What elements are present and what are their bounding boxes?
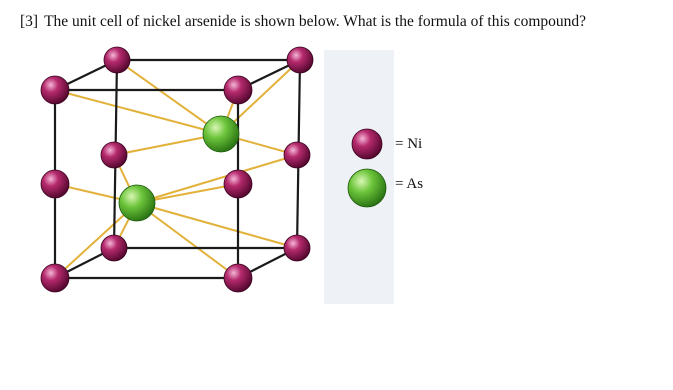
ni-atom [284,235,310,261]
ni-atom [224,264,252,292]
question-body: The unit cell of nickel arsenide is shown below. What is the formula of this compound? [44,13,587,30]
legend-as-icon [348,169,386,207]
ni-atom [104,47,130,73]
question-number: [3] [20,13,39,30]
ni-atom [101,235,127,261]
as-atoms [119,116,239,221]
question-text [20,13,586,31]
unit-cell-diagram [24,42,396,304]
ni-atom [224,170,252,198]
as-atom [203,116,239,152]
ni-atom [101,142,127,168]
ni-atom [284,142,310,168]
ni-atom [224,76,252,104]
legend-ni-icon [352,129,382,159]
as-atom [119,185,155,221]
ni-atoms [41,47,313,292]
ni-atom [41,170,69,198]
legend-label-as: = As [395,176,424,192]
ni-atom [287,47,313,73]
unit-cell-figure [24,42,396,304]
bond-lines [55,60,300,278]
ni-atom [41,76,69,104]
ni-atom [41,264,69,292]
legend-label-ni: = Ni [395,136,423,152]
